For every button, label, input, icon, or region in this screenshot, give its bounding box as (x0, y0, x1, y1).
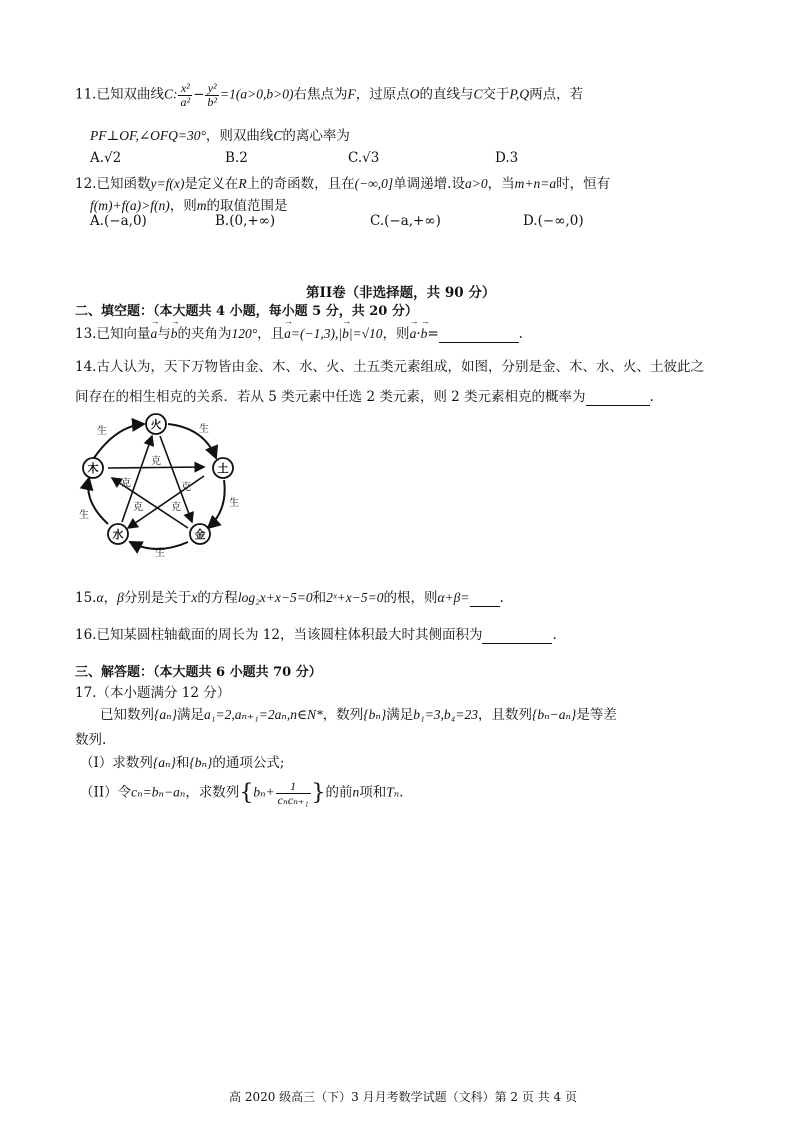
label-water: 水 (112, 528, 124, 541)
q13-answer-blank[interactable] (439, 326, 519, 343)
sheng-arc-earth-metal (208, 480, 225, 528)
q12-line1: 12.已知函数y=f(x)是定义在R上的奇函数，且在(−∞,0]单调递增.设a>0，当m+n=a时，恒有 (75, 176, 611, 192)
label-sheng-4: 生 (155, 548, 165, 559)
q17-line1: 已知数列{aₙ}满足a₁=2,aₙ₊₁=2aₙ,n∈N*，数列{bₙ}满足b₁=3,b₄=23，且数列{bₙ−aₙ}是等差 (100, 707, 617, 723)
page-footer: 高 2020 级高三（下）3 月月考数学试题（文科）第 2 页 共 4 页 (229, 1090, 577, 1104)
q14-line2: 间存在的相生相克的关系．若从 5 类元素中任选 2 类元素，则 2 类元素相克的概率为 . (75, 389, 654, 405)
fraction-1-cncn1: $\frac{1}{\text{cₙcₙ₊₁}}$ (277, 779, 309, 807)
label-fire: 火 (150, 418, 162, 431)
label-sheng-1: 生 (97, 426, 107, 437)
q11-option-b: B.2 (225, 150, 248, 166)
q11-line2: PF⊥OF,∠OFQ=30°，则双曲线C的离心率为 (90, 128, 350, 144)
q17-heading: 17.（本小题满分 12 分） (75, 685, 231, 701)
q16-answer-blank[interactable] (482, 627, 552, 644)
section-fill-in-title: 二、填空题：（本大题共 4 小题，每小题 5 分，共 20 分） (75, 304, 418, 319)
q17-line2: 数列. (75, 732, 107, 748)
q11-option-c: C.√3 (348, 150, 380, 166)
ke-line-wood-earth (108, 467, 204, 468)
q11-option-d: D.3 (495, 150, 519, 166)
q11-option-a: A.√2 (90, 150, 122, 166)
q15-line: 15.α，β分别是关于x的方程log₂x+x−5=0和2ˣ+x−5=0的根，则α+β= . (75, 590, 504, 606)
q12-option-a: A.(−a,0) (90, 213, 147, 229)
label-earth: 土 (217, 462, 229, 475)
q14-answer-blank[interactable] (586, 389, 650, 406)
label-metal: 金 (194, 528, 206, 541)
fraction-y2-b2: $\frac{\text{y²}}{\text{b²}}$ (207, 81, 218, 109)
q17-part1: （I）求数列{aₙ}和{bₙ}的通项公式; (80, 755, 285, 771)
q13-line: 13.已知向量→ a与→ b的夹角为120°，且→ a=(−1,3),|→ b|=√10，则→ a·→ b= . (75, 322, 523, 343)
sheng-arc-water-wood (88, 478, 108, 524)
label-ke-4: 克 (133, 502, 143, 513)
q12-option-c: C.(−a,+∞) (370, 213, 441, 229)
q12-option-b: B.(0,+∞) (215, 213, 276, 229)
label-sheng-3: 生 (229, 498, 239, 509)
q15-answer-blank[interactable] (470, 590, 500, 607)
q14-line1: 14.古人认为，天下万物皆由金、木、水、火、土五类元素组成，如图，分别是金、木、水、火、土彼此之 (75, 359, 704, 375)
label-ke-5: 克 (171, 502, 181, 513)
vec-a-given: → a (284, 326, 291, 342)
q17-part2: （II）令cₙ=bₙ−aₙ，求数列{bₙ+ $\frac{1}{\text{cₙcₙ₊₁}}$ }的前n项和Tₙ. (80, 779, 404, 807)
label-ke-3: 克 (181, 482, 191, 493)
section-solve-title: 三、解答题：（本大题共 6 小题共 70 分） (75, 665, 322, 680)
part2-title: 第II卷（非选择题，共 90 分） (306, 285, 496, 301)
five-elements-diagram (76, 410, 246, 560)
q16-line: 16.已知某圆柱轴截面的周长为 12，当该圆柱体积最大时其侧面积为 . (75, 627, 557, 643)
fraction-x2-a2: $\frac{\text{x²}}{\text{a²}}$ (180, 81, 191, 109)
label-sheng-2: 生 (199, 424, 209, 435)
q12-line2: f(m)+f(a)>f(n)，则m的取值范围是 (90, 198, 288, 214)
q11-line1: 11.已知双曲线C: $\frac{\text{x²}}{\text{a²}}$ − $\frac{\text{y²}}{\text{b²}}$ =1(a>0,b>0)右焦点为F，过原点O的直线与C交于P,Q两点，若 (75, 81, 584, 109)
q12-option-d: D.(−∞,0) (523, 213, 584, 229)
label-ke-1: 克 (151, 456, 161, 467)
label-wood: 木 (87, 462, 99, 475)
label-ke-2: 克 (121, 478, 131, 489)
label-sheng-5: 生 (79, 510, 89, 521)
